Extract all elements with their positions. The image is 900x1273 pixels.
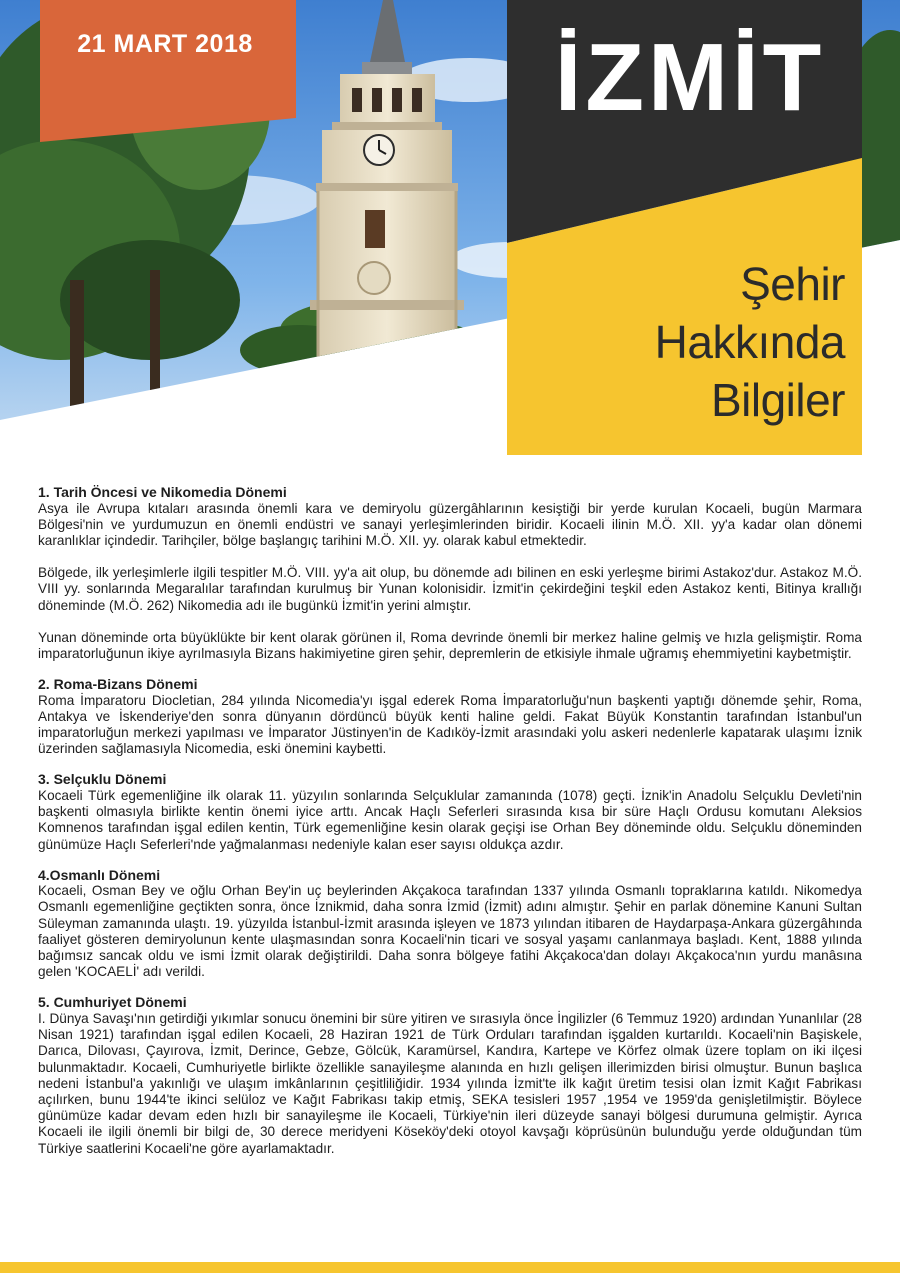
paragraph: Kocaeli, Osman Bey ve oğlu Orhan Bey'in uç beylerinden Akçakoca tarafından 1337 yılında Osmanlı topraklarına katıldı. Nikomedya Osmanlı egemenliğine geçtikten sonra, önce İznikmid, daha sonra İzmid (İzmit) adını almıştır. Şehir en parlak dönemine Kanuni Sultan Süleyman zamanında ulaştı. 19. yüzyılda İstanbul-İzmit arasında işleyen ve 1873 yılından itibaren de Haydarpaşa-Ankara güzergâhında faaliyet gösteren demiryolunun kente ulaşmasından sonra Kocaeli'nin ticari ve sosyal yaşamı canlanmaya başladı. Kent, 1888 yılında bağımsız sancak oldu ve ismi İzmit olarak değiştirildi. Daha sonra bölgeye fatihi Akçakoca'dan dolayı Akçakoca'nın yurdu manâsına gelen 'KOCAELİ' adı verildi. bbox=[38, 883, 862, 980]
section-prehistory-nikomedia bbox=[38, 484, 862, 662]
paragraph: I. Dünya Savaşı'nın getirdiği yıkımlar sonucu önemini bir süre yitiren ve sırasıyla önce İngilizler (6 Temmuz 1920) ardından Yunanlılar (28 Nisan 1921) tarafından işgal edilen Kocaeli, 28 Haziran 1921 de Türk Orduları tarafından işgalden kurtarıldı. Kocaeli'nin Başiskele, Darıca, Dilovası, Çayırova, İzmit, Derince, Gebze, Gölcük, Karamürsel, Kandıra, Kartepe ve Körfez olmak üzere toplam on iki ilçesi bulunmaktadır. Kocaeli, Cumhuriyetle birlikte özellikle sanayileşme alanında en hızlı gelişen illerimizden birisi olmuştur. Bunun başlıca nedeni İstanbul'a yakınlığı ve ulaşım imkânlarının çeşitliliğidir. 1934 yılında İzmit'te ilk kağıt üretim tesisi olan İzmit Kağıt Fabrikası açılırken, bunu 1944'te ikinci selüloz ve Kağıt Fabrikası takip etmiş, SEKA tesisleri 1957 ,1954 ve 1959'da genişletilmiştir. Böylece günümüze kadar devam eden hızlı bir sanayileşme ile Kocaeli, Türkiye'nin ileri düzeyde sanayi bölgesi durumuna gelmiştir. Ayrıca Kocaeli ile ilgili önemli bir bilgi de, 30 derece meridyeni Köseköy'deki otoyol kavşağı köprüsünün bulunduğu yerde olduğundan tüm Türkiye saatlerini Kocaeli'ne göre ayarlamaktadır. bbox=[38, 1010, 862, 1156]
paragraph: Bölgede, ilk yerleşimlerle ilgili tespitler M.Ö. VIII. yy'a ait olup, bu dönemde adı bilinen en eski yerleşme birimi Astakoz'dur. Astakoz M.Ö. VIII yy. sonlarında Megaralılar tarafından kurulmuş bir Yunan kolonisidir. İzmit'in çekirdeğini teşkil eden Astakoz kenti, Bitinya krallığı döneminde (M.Ö. 262) Nikomedia adı ile bugünkü İzmit'in yerini almıştır. bbox=[38, 565, 862, 613]
subtitle bbox=[560, 255, 845, 429]
section-seljuk bbox=[38, 771, 862, 852]
section-title: 2. Roma-Bizans Dönemi bbox=[38, 676, 198, 693]
date-panel bbox=[40, 0, 296, 142]
paragraph: Roma İmparatoru Diocletian, 284 yılında Nicomedia'yı işgal ederek Roma İmparatorluğu'nun başkenti yaptığı dönemde şehir, Roma, Antakya ve İskenderiye'den sonra dünyanın dördüncü büyük kenti haline geldi. Fakat Büyük Konstantin tarafından İstanbul'un imparatorluğun merkezi yapılması ve İmparator Jüstinyen'in de Kadıköy-İzmit arasındaki yolu askeri nedenlerle kapatarak ulaşımı İznik üzerinden sağlamasıyla Nicomedia, eski önemini kaybetti. bbox=[38, 692, 862, 757]
city-title: İZMİT bbox=[554, 24, 826, 131]
footer-bar bbox=[0, 1262, 900, 1273]
section-republic bbox=[38, 994, 862, 1156]
article-body bbox=[38, 484, 862, 1171]
section-ottoman bbox=[38, 867, 862, 981]
section-title: 5. Cumhuriyet Dönemi bbox=[38, 994, 187, 1011]
subtitle-line-1: Şehir bbox=[740, 258, 845, 310]
header-banner bbox=[0, 0, 900, 470]
subtitle-line-3: Bilgiler bbox=[710, 374, 845, 426]
section-title: 3. Selçuklu Dönemi bbox=[38, 771, 167, 788]
paragraph: Asya ile Avrupa kıtaları arasında önemli kara ve demiryolu güzergâhlarının kesiştiği bir yerde kurulan Kocaeli, bugün Marmara Bölgesi'nin ve yurdumuzun en önemli endüstri ve sanayi yerleşimlerinden biridir. Kocaeli ilinin M.Ö. XII. yy'a kadar olan dönemi karanlıklar içindedir. Tarihçiler, bölge başlangıç tarihini M.Ö. XII. yy. olarak kabul etmektedir. bbox=[38, 500, 862, 548]
date-label: 21 MART 2018 bbox=[77, 30, 253, 58]
paragraph: Kocaeli Türk egemenliğine ilk olarak 11. yüzyılın sonlarında Selçuklular zamanında (1078) geçti. İznik'in Anadolu Selçuklu Devleti'nin başkenti olmasıyla birlikte kentin önemi iyice arttı. Ancak Haçlı Seferleri sırasında kısa bir süre Haçlı Ordusu komutanı Aleksios Komnenos tarafından işgal edilen kentin, Türk egemenliğine kesin olarak geçişi ise Orhan Bey döneminde oldu. Selçuklu döneminden günümüze Haçlı Seferleri'nde yağmalanması nedeniyle kalan eser sayısı oldukça azdır. bbox=[38, 787, 862, 852]
subtitle-line-2: Hakkında bbox=[654, 316, 845, 368]
paragraph: Yunan döneminde orta büyüklükte bir kent olarak görünen il, Roma devrinde önemli bir merkez haline gelmiş ve hızla gelişmiştir. Roma imparatorluğunun ikiye ayrılmasıyla Bizans hakimiyetine giren şehir, depremlerin de etkisiyle ihmale uğramış ehemmiyetini kaybetmiştir. bbox=[38, 629, 862, 661]
section-title: 1. Tarih Öncesi ve Nikomedia Dönemi bbox=[38, 484, 287, 500]
section-roman-byzantine bbox=[38, 676, 862, 757]
section-title: 4.Osmanlı Dönemi bbox=[38, 866, 161, 883]
